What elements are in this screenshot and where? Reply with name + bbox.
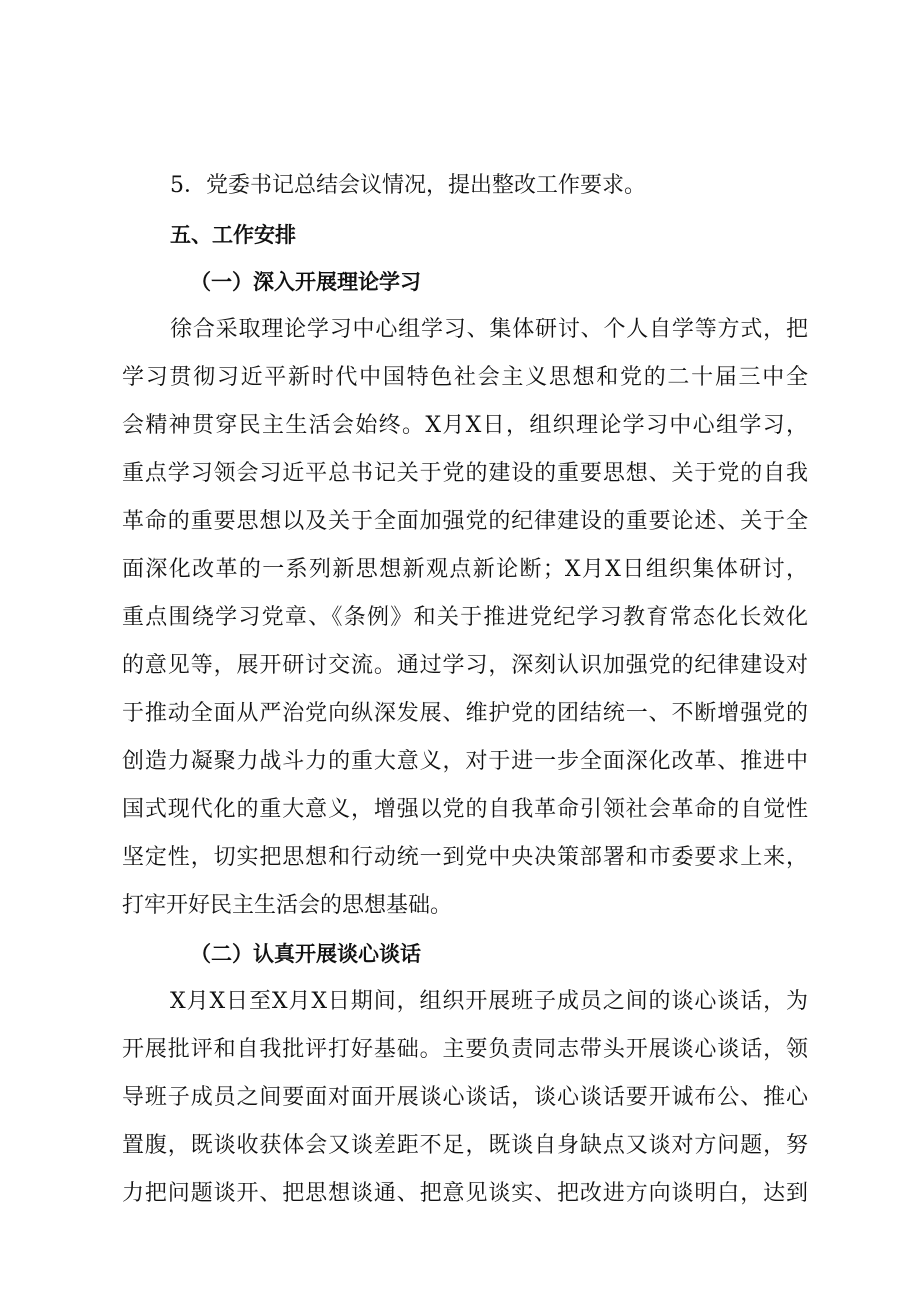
paragraph-line: 徐合采取理论学习中心组学习、集体研讨、个人自学等方式，把 — [170, 317, 808, 342]
paragraph-line: 导班子成员之间要面对面开展谈心谈话，谈心谈话要开诚布公、推心 — [122, 1085, 808, 1110]
agenda-item-5: 5．党委书记总结会议情况，提出整改工作要求。 — [170, 173, 646, 198]
paragraph-line: 会精神贯穿民主生活会始终。X月X日，组织理论学习中心组学习， — [122, 413, 808, 438]
paragraph-line: 开展批评和自我批评打好基础。主要负责同志带头开展谈心谈话，领 — [122, 1037, 808, 1062]
paragraph-line: 力把问题谈开、把思想谈通、把意见谈实、把改进方向谈明白，达到 — [122, 1181, 808, 1206]
paragraph-line: 打牢开好民主生活会的思想基础。 — [122, 893, 453, 918]
paragraph-line: X月X日至X月X日期间，组织开展班子成员之间的谈心谈话，为 — [170, 989, 808, 1014]
paragraph-line: 置腹，既谈收获体会又谈差距不足，既谈自身缺点又谈对方问题，努 — [122, 1133, 808, 1158]
subsection-heading-heart-to-heart-talks: （二）认真开展谈心谈话 — [190, 942, 421, 966]
paragraph-line: 创造力凝聚力战斗力的重大意义，对于进一步全面深化改革、推进中 — [122, 749, 808, 774]
subsection-heading-theory-study: （一）深入开展理论学习 — [190, 270, 421, 294]
section-heading-work-arrangement: 五、工作安排 — [170, 223, 296, 247]
paragraph-line: 的意见等，展开研讨交流。通过学习，深刻认识加强党的纪律建设对 — [122, 653, 808, 678]
paragraph-line: 重点学习领会习近平总书记关于党的建设的重要思想、关于党的自我 — [122, 461, 808, 486]
paragraph-line: 坚定性，切实把思想和行动统一到党中央决策部署和市委要求上来， — [122, 845, 808, 870]
paragraph-line: 于推动全面从严治党向纵深发展、维护党的团结统一、不断增强党的 — [122, 701, 808, 726]
paragraph-line: 重点围绕学习党章、《条例》和关于推进党纪学习教育常态化长效化 — [122, 605, 808, 630]
paragraph-line: 面深化改革的一系列新思想新观点新论断；X月X日组织集体研讨， — [122, 557, 808, 582]
paragraph-line: 学习贯彻习近平新时代中国特色社会主义思想和党的二十届三中全 — [122, 365, 808, 390]
paragraph-line: 革命的重要思想以及关于全面加强党的纪律建设的重要论述、关于全 — [122, 509, 808, 534]
paragraph-line: 国式现代化的重大意义，增强以党的自我革命引领社会革命的自觉性 — [122, 797, 808, 822]
